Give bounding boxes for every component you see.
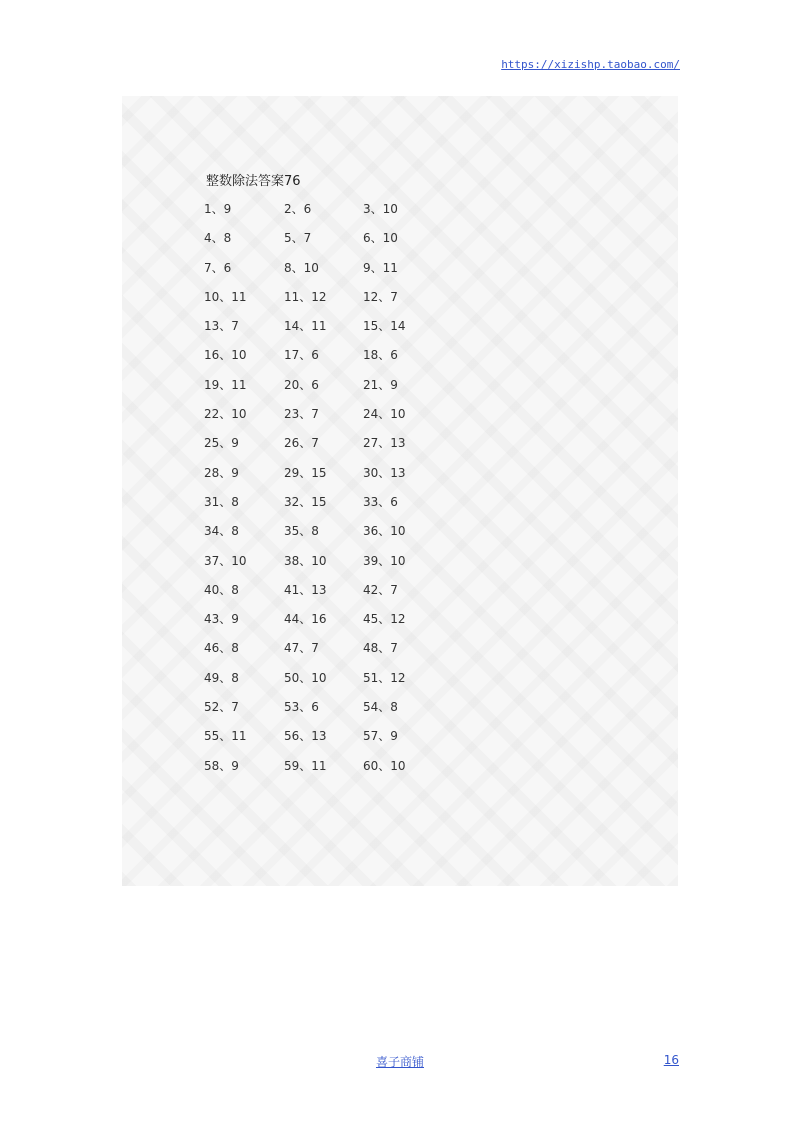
answer-item: 46、8 <box>204 641 239 656</box>
answer-item: 26、7 <box>284 436 319 451</box>
answer-item: 30、13 <box>363 465 406 480</box>
answer-item: 3、10 <box>363 202 398 216</box>
answer-item: 9、11 <box>363 260 398 275</box>
answer-item: 44、16 <box>284 612 327 627</box>
footer-shop-link[interactable]: 喜子商铺 <box>375 1055 424 1069</box>
answer-item: 25、9 <box>204 436 239 451</box>
answer-item: 28、9 <box>204 465 239 480</box>
answer-item: 27、13 <box>363 436 406 451</box>
answer-item: 21、9 <box>363 377 398 392</box>
answer-item: 5、7 <box>284 231 312 246</box>
answer-item: 54、8 <box>363 700 398 715</box>
answer-item: 10、11 <box>204 289 247 304</box>
answer-item: 29、15 <box>284 465 327 480</box>
answer-item: 38、10 <box>284 553 327 568</box>
answer-item: 39、10 <box>363 553 406 568</box>
answer-item: 58、9 <box>204 758 239 773</box>
answer-item: 24、10 <box>363 407 406 422</box>
answer-item: 23、7 <box>284 407 319 422</box>
answer-item: 31、8 <box>204 494 239 509</box>
answer-item: 49、8 <box>204 670 239 685</box>
answer-item: 37、10 <box>204 553 247 568</box>
answer-item: 7、6 <box>204 260 232 275</box>
answer-item: 47、7 <box>284 641 319 656</box>
answer-item: 17、6 <box>284 348 319 363</box>
answer-item: 50、10 <box>284 670 327 685</box>
answer-item: 60、10 <box>363 758 406 773</box>
answer-item: 45、12 <box>363 612 406 627</box>
answer-item: 34、8 <box>204 524 239 539</box>
answer-grid <box>204 200 443 786</box>
answer-item: 48、7 <box>363 641 398 656</box>
answer-item: 19、11 <box>204 377 247 392</box>
answer-item: 57、9 <box>363 729 398 744</box>
answer-item: 36、10 <box>363 524 406 539</box>
answer-item: 2、6 <box>284 202 312 216</box>
answer-item: 53、6 <box>284 700 319 715</box>
answer-item: 51、12 <box>363 670 406 685</box>
answer-item: 59、11 <box>284 758 327 773</box>
answer-item: 1、9 <box>204 202 232 216</box>
answer-item: 56、13 <box>284 729 327 744</box>
answer-item: 11、12 <box>284 289 327 304</box>
answer-item: 8、10 <box>284 260 319 275</box>
answer-item: 43、9 <box>204 612 239 627</box>
answer-item: 6、10 <box>363 231 398 246</box>
answer-item: 35、8 <box>284 524 319 539</box>
answer-item: 40、8 <box>204 582 239 597</box>
answer-item: 41、13 <box>284 582 327 597</box>
answer-item: 15、14 <box>363 319 406 334</box>
answer-item: 13、7 <box>204 319 239 334</box>
answer-item: 32、15 <box>284 494 327 509</box>
header-url-link[interactable]: https://xizishp.taobao.com/ <box>501 58 680 71</box>
page-number[interactable]: 16 <box>663 1053 679 1067</box>
answer-item: 55、11 <box>204 729 247 744</box>
answer-item: 16、10 <box>204 348 247 363</box>
answer-item: 18、6 <box>363 348 398 363</box>
answer-item: 22、10 <box>204 407 247 422</box>
answer-item: 4、8 <box>204 231 232 246</box>
answer-item: 12、7 <box>363 289 398 304</box>
answer-item: 20、6 <box>284 377 319 392</box>
page-title: 整数除法答案76 <box>206 174 301 189</box>
answer-item: 42、7 <box>363 582 398 597</box>
answer-item: 52、7 <box>204 700 239 715</box>
answer-item: 14、11 <box>284 319 327 334</box>
answer-item: 33、6 <box>363 494 398 509</box>
